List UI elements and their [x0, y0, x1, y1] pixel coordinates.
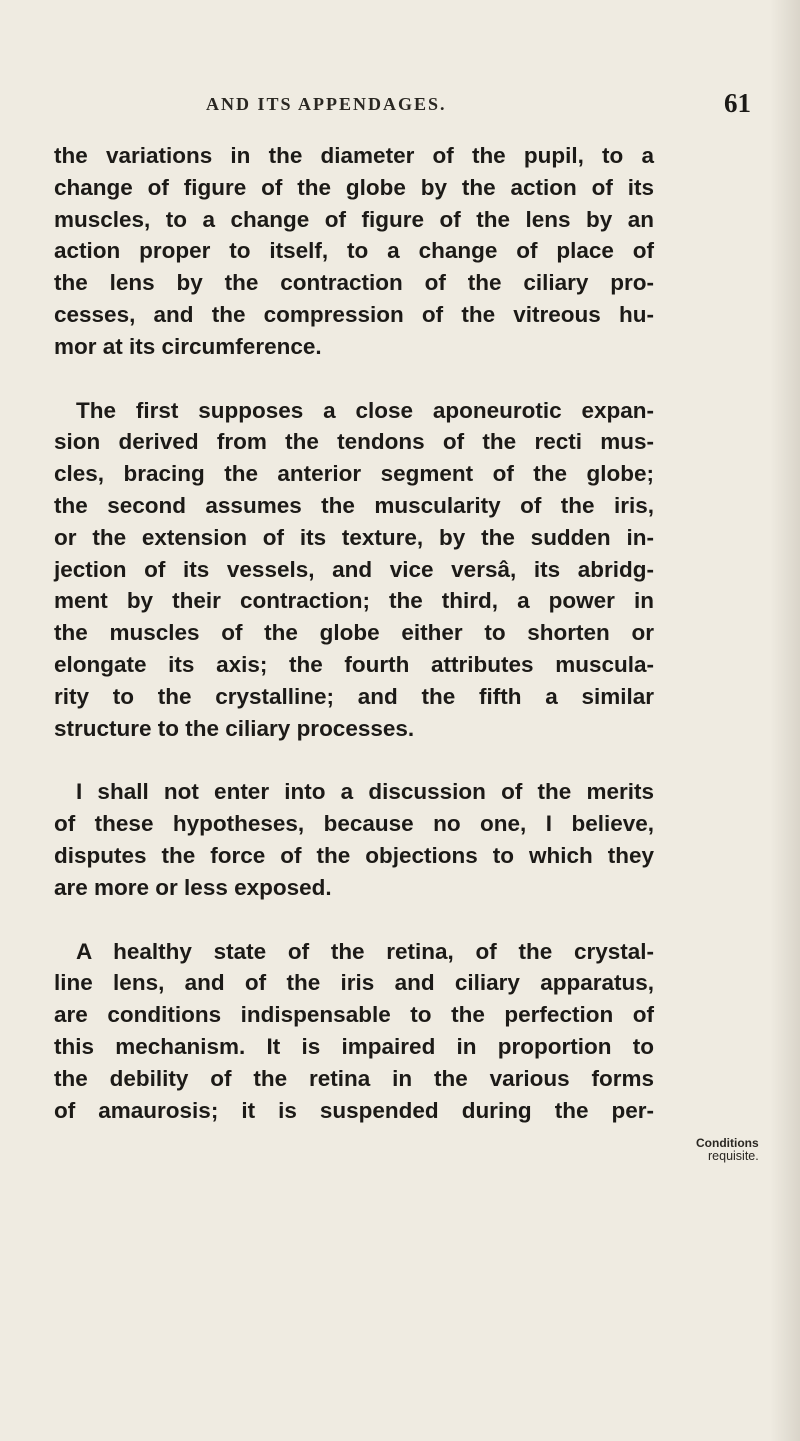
body-text	[54, 140, 654, 1126]
paragraph-4	[54, 936, 654, 1127]
text-line: the variations in the diameter of the pupil, to a	[54, 143, 654, 168]
margin-note	[696, 1137, 776, 1163]
text-line: jection of its vessels, and vice versâ, its abridg-	[54, 556, 654, 582]
text-line: the debility of the retina in the various forms	[54, 1065, 654, 1091]
margin-note-line-2: requisite.	[708, 1149, 759, 1163]
text-line: structure to the ciliary processes.	[54, 715, 415, 741]
paragraph-2	[54, 395, 654, 745]
text-line: cesses, and the compression of the vitreous hu-	[54, 301, 654, 327]
text-line: The first supposes a close aponeurotic expan-	[76, 397, 654, 423]
text-line: A healthy state of the retina, of the crystal-	[76, 938, 654, 964]
text-line: the muscles of the globe either to shorten or	[54, 620, 654, 646]
text-line: rity to the crystalline; and the fifth a similar	[54, 683, 654, 709]
paragraph-3	[54, 776, 654, 903]
page-number: 61	[724, 88, 751, 118]
text-line: the lens by the contraction of the ciliary pro-	[54, 270, 654, 296]
text-line: ment by their contraction; the third, a power in	[54, 588, 654, 614]
text-line: mor at its circumference.	[54, 333, 322, 359]
page-edge-shadow	[770, 0, 800, 1441]
text-line: the second assumes the muscularity of the iris,	[54, 492, 654, 518]
text-line: are more or less exposed.	[54, 874, 332, 900]
text-line: this mechanism. It is impaired in proportion to	[54, 1033, 654, 1059]
text-line: cles, bracing the anterior segment of the globe;	[54, 461, 654, 487]
text-line: muscles, to a change of figure of the lens by an	[54, 206, 654, 232]
text-line: are conditions indispensable to the perfection of	[54, 1002, 654, 1028]
text-line: line lens, and of the iris and ciliary apparatus,	[54, 970, 654, 996]
text-line: or the extension of its texture, by the sudden in-	[54, 524, 654, 550]
paragraph-1	[54, 140, 654, 363]
text-line: action proper to itself, to a change of place of	[54, 238, 654, 264]
text-line: change of figure of the globe by the action of its	[54, 174, 654, 200]
margin-note-line-1: Conditions	[696, 1136, 759, 1150]
text-line: elongate its axis; the fourth attributes muscula-	[54, 651, 654, 677]
text-line: of amaurosis; it is suspended during the per-	[54, 1097, 654, 1123]
text-line: I shall not enter into a discussion of the merits	[76, 779, 654, 805]
running-head: AND ITS APPENDAGES.	[206, 94, 447, 114]
text-line: of these hypotheses, because no one, I believe,	[54, 811, 654, 837]
text-line: sion derived from the tendons of the recti mus-	[54, 429, 654, 455]
text-line: disputes the force of the objections to which they	[54, 842, 654, 868]
